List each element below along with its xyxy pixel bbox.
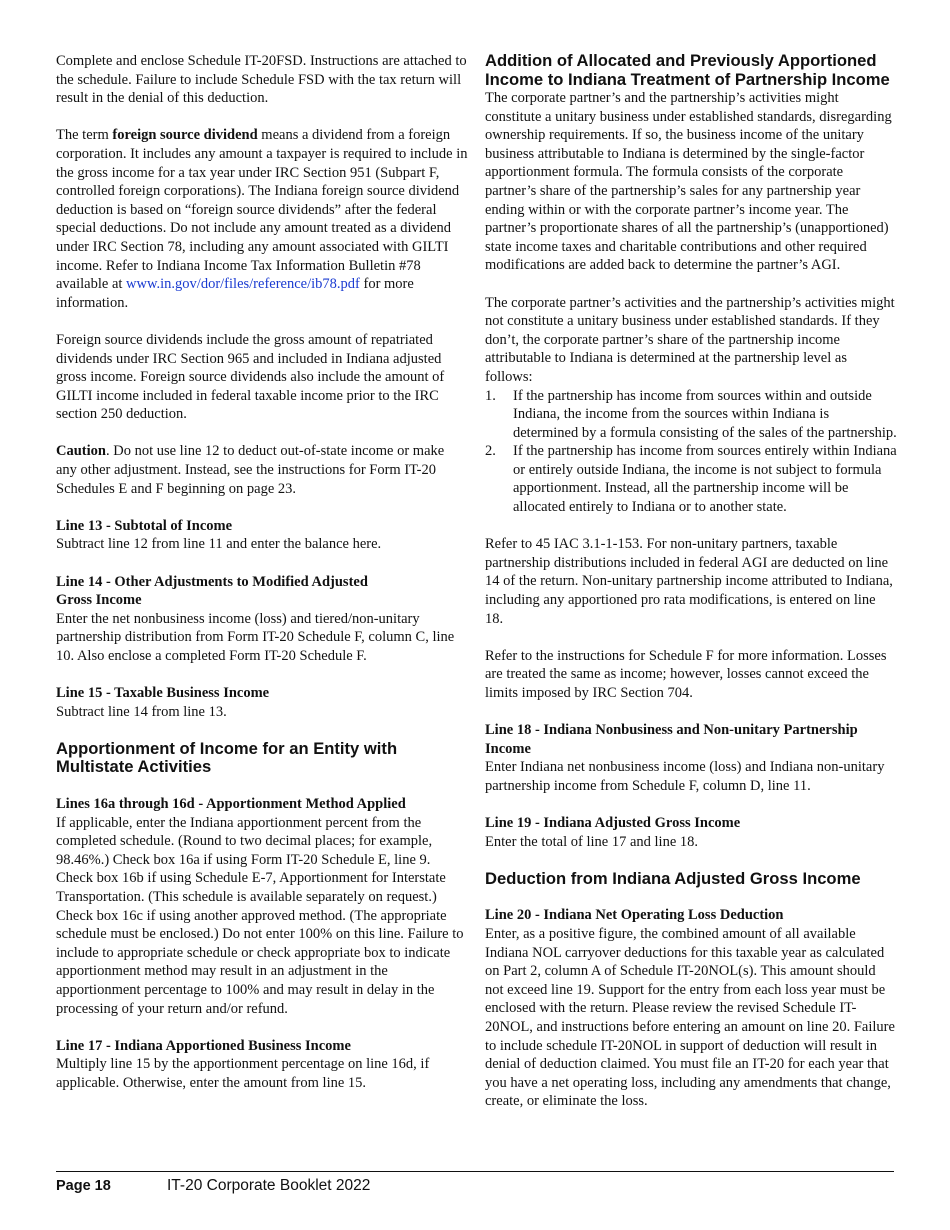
apportionment-heading-line1: Apportionment of Income for an Entity with [56, 738, 398, 758]
term-end: for more information. [56, 276, 414, 311]
line15-text: Subtract line 14 from line 13. [56, 703, 227, 720]
left-column [56, 52, 468, 1111]
term-intro: The term [56, 127, 113, 144]
line18-text: Enter Indiana net nonbusiness income (loss) and Indiana non-unitary partnership income from Schedule F, column D, line 11. [485, 759, 885, 794]
right-column [485, 52, 897, 1111]
caution-paragraph [56, 442, 468, 498]
addition-heading-line2: Income to Indiana Treatment of Partnership Income [485, 69, 890, 89]
line14-heading-line2: Gross Income [56, 592, 142, 609]
list-item-number: 1. [485, 387, 496, 404]
line20-text: Enter, as a positive figure, the combined amount of all available Indiana NOL carryover deductions for this taxable year as calculated on Part 2, column A of Schedule IT-20NOL(s). This amount should not exceed line 19. Support for the entry from each loss year must be enclosed with the return. Please review the revised Schedule IT-20NOL, and instructions before entering an amount on line 20. Failure to include schedule IT-20NOL in support of deduction will result in denial of deduction claimed. You must file an IT-20 for each year that you have a net operating loss, including any amendments that change, create, or eliminate the loss. [485, 926, 895, 1110]
refer-schedule-f-paragraph: Refer to the instructions for Schedule F for more information. Losses are treated the same as income; however, losses cannot exceed the limits imposed by IRC Section 704. [485, 647, 887, 701]
line18-heading [485, 721, 897, 758]
unitary-paragraph: The corporate partner’s and the partnership’s activities might constitute a unitary business under established standards, disregarding ownership requirements. If so, the business income of the unitary business attributable to Indiana is determined by the single-factor apportionment formula. The formula consists of the corporate partner’s share of the partnership’s sales for any partnership year ending within or with the corporate partner’s income year. The partner’s proportionate shares of all the partnership’s (unapportioned) state income taxes and charitable contributions and other required modifications are added back to determine the partner’s AGI. [485, 90, 892, 274]
list-item-text: If the partnership has income from sources entirely within Indiana or entirely outside Indiana, the income is not subject to formula apportionment. Instead, all the partnership income will be allocated entirely to Indiana or to another state. [513, 443, 897, 516]
footer-divider [56, 1171, 894, 1172]
line17-text: Multiply line 15 by the apportionment percentage on line 16d, if applicable. Otherwise, enter the amount from line 15. [56, 1056, 430, 1091]
line13-heading: Line 13 - Subtotal of Income [56, 517, 233, 534]
term-bold: foreign source dividend [112, 127, 258, 144]
line14-heading [56, 573, 468, 610]
line14-heading-line1: Line 14 - Other Adjustments to Modified Adjusted [56, 573, 368, 590]
apportionment-section-heading [56, 740, 468, 777]
list-item-number: 2. [485, 443, 496, 460]
refer-iac-paragraph: Refer to 45 IAC 3.1-1-153. For non-unitary partners, taxable partnership distributions included in federal AGI are deducted on line 14 of the return. Non-unitary partnership income attributed to Indiana, including any apportioned pro rata modifications, is entered on line 18. [485, 536, 893, 627]
addition-section-heading [485, 52, 897, 89]
partnership-steps-list [485, 387, 897, 517]
list-item [485, 387, 897, 443]
fsd-paragraph: Complete and enclose Schedule IT-20FSD. Instructions are attached to the schedule. Failure to include Schedule FSD with the tax return will result in the denial of this deduction. [56, 53, 467, 107]
line20-heading: Line 20 - Indiana Net Operating Loss Deduction [485, 907, 784, 924]
foreign-source-dividend-paragraph [56, 126, 468, 312]
line13-text: Subtract line 12 from line 11 and enter the balance here. [56, 536, 382, 553]
line18-heading-line1: Line 18 - Indiana Nonbusiness and Non-unitary Partnership [485, 722, 858, 739]
line16-text: If applicable, enter the Indiana apportionment percent from the completed schedule. (Round to two decimal places; for example, 98.46%.) Check box 16a if using Form IT-20 Schedule E, line 9. Check box 16b if using Schedule E-7, Apportionment for Interstate Transportation. (This schedule is available separately on request.) Check box 16c if using another approved method. (The appropriate schedule must be enclosed.) Do not enter 100% on this line. Failure to include to appropriate schedule or check appropriate box to indicate apportionment method may result in an adjustment in the apportionment percentage to 100% and may result in delay in the processing of your return and/or refund. [56, 814, 464, 1017]
booklet-title: IT-20 Corporate Booklet 2022 [167, 1177, 371, 1194]
list-item-text: If the partnership has income from sources within and outside Indiana, the income from the sources within Indiana is determined by a formula consisting of the sales of the partnership. [513, 387, 897, 441]
deduction-section-heading: Deduction from Indiana Adjusted Gross Income [485, 868, 861, 888]
line19-heading: Line 19 - Indiana Adjusted Gross Income [485, 815, 741, 832]
line18-heading-line2: Income [485, 740, 531, 757]
line14-text: Enter the net nonbusiness income (loss) and tiered/non-unitary partnership distribution from Form IT-20 Schedule F, column C, line 10. Also enclose a completed Form IT-20 Schedule F. [56, 610, 455, 664]
non-unitary-paragraph: The corporate partner’s activities and the partnership’s activities might not constitute a unitary business under established standards. If they don’t, the corporate partner’s share of the partnership income attributable to Indiana is determined at the partnership level as follows: [485, 294, 895, 385]
line16-heading: Lines 16a through 16d - Apportionment Method Applied [56, 795, 406, 812]
addition-heading-line1: Addition of Allocated and Previously Apportioned [485, 51, 877, 70]
apportionment-heading-line2: Multistate Activities [56, 757, 212, 777]
caution-label: Caution [56, 443, 106, 460]
ib78-link[interactable]: www.in.gov/dor/files/reference/ib78.pdf [126, 276, 360, 293]
page-footer [56, 1177, 370, 1195]
line17-heading: Line 17 - Indiana Apportioned Business Income [56, 1037, 351, 1054]
list-item [485, 442, 897, 516]
repatriated-dividends-paragraph: Foreign source dividends include the gross amount of repatriated dividends under IRC Section 965 and included in Indiana adjusted gross income. Foreign source dividends also include the amount of GILTI income included in federal taxable income prior to the IRC section 250 deduction. [56, 331, 445, 423]
line15-heading: Line 15 - Taxable Business Income [56, 685, 270, 702]
line19-text: Enter the total of line 17 and line 18. [485, 833, 699, 850]
caution-text: . Do not use line 12 to deduct out-of-state income or make any other adjustment. Instead, see the instructions for Form IT-20 Schedules E and F beginning on page 23. [56, 443, 445, 497]
term-definition: means a dividend from a foreign corporation. It includes any amount a taxpayer is required to include in the gross income for a tax year under IRC Section 951 (Subpart F, controlled foreign corporations). The Indiana foreign source dividend deduction is based on “foreign source dividends” after the federal special deductions. Do not include any amount treated as a dividend under IRC Section 78, including any amount associated with GILTI income. Refer to Indiana Income Tax Information Bulletin #78 available at [56, 127, 468, 293]
page-number: Page 18 [56, 1178, 111, 1194]
